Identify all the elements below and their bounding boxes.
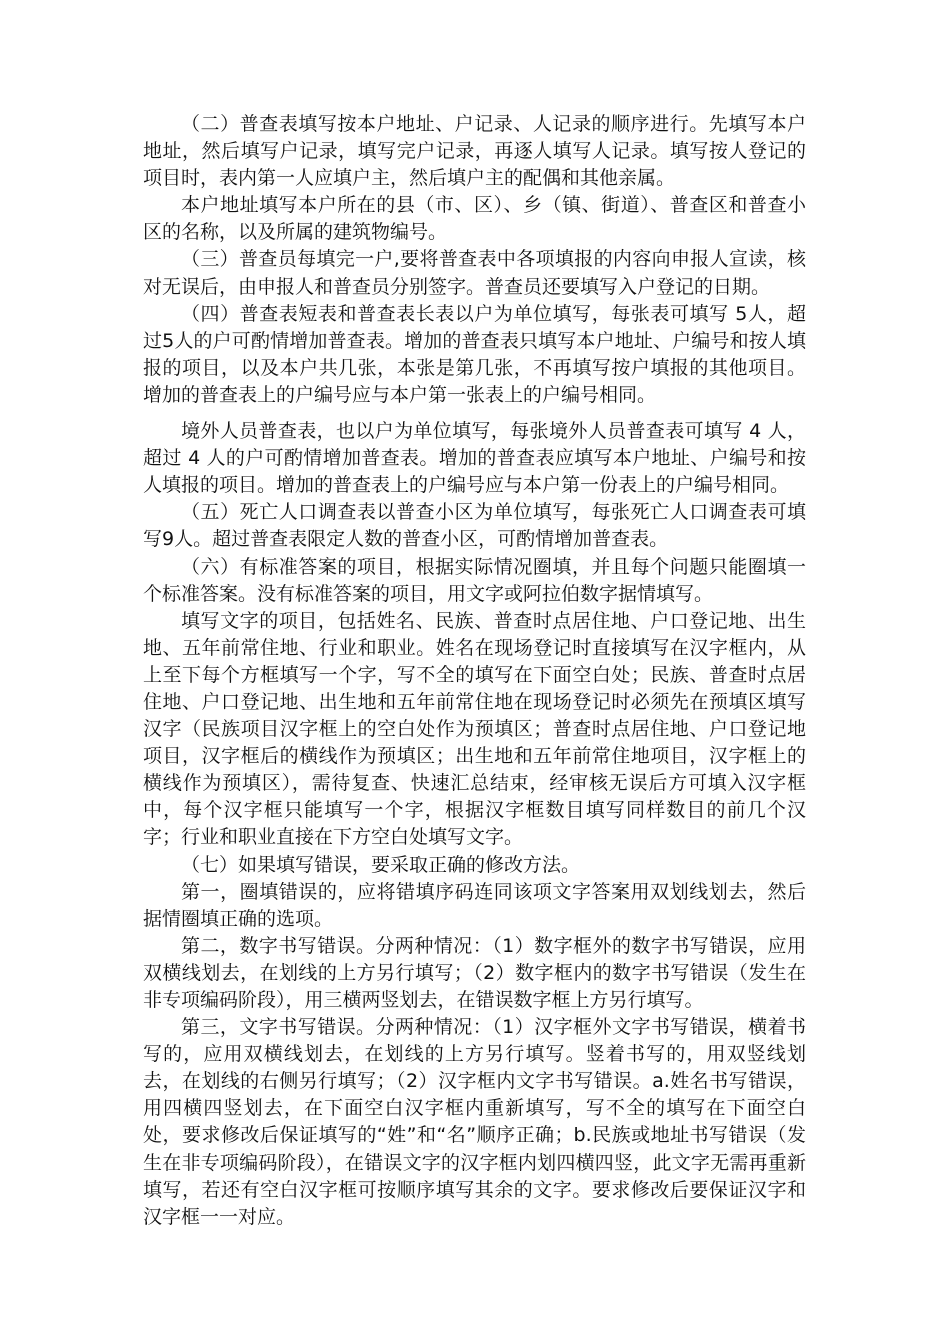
- paragraph-household-address: 本户地址填写本户所在的县（市、区）、乡（镇、街道）、普查区和普查小区的名称，以及所属的建筑物编号。: [143, 194, 806, 244]
- paragraph-circle-error: 第一，圈填错误的，应将错填序码连同该项文字答案用双划线划去，然后据情圈填正确的选项。: [143, 880, 806, 930]
- paragraph-census-form-order: （二）普查表填写按本户地址、户记录、人记录的顺序进行。先填写本户地址，然后填写户记录，填写完户记录，再逐人填写人记录。填写按人登记的项目时，表内第一人应填户主，然后填户主的配偶和其他亲属。: [143, 113, 806, 190]
- paragraph-death-survey-form: （五）死亡人口调查表以普查小区为单位填写，每张死亡人口调查表可填写9人。超过普查表限定人数的普查小区，可酌情增加普查表。: [143, 501, 806, 551]
- paragraph-standard-answers: （六）有标准答案的项目，根据实际情况圈填，并且每个问题只能圈填一个标准答案。没有标准答案的项目，用文字或阿拉伯数字据情填写。: [143, 555, 806, 605]
- document-body: [143, 111, 806, 1231]
- paragraph-text-error: 第三，文字书写错误。分两种情况：（1）汉字框外文字书写错误，横着书写的，应用双横线划去，在划线的上方另行填写。竖着书写的，用双竖线划去，在划线的右侧另行填写；（2）汉字框内文字书写错误。a.姓名书写错误，用四横四竖划去，在下面空白汉字框内重新填写，写不全的填写在下面空白处，要求修改后保证填写的“姓”和“名”顺序正确；b.民族或地址书写错误（发生在非专项编码阶段），在错误文字的汉字框内划四横四竖，此文字无需再重新填写，若还有空白汉字框可按顺序填写其余的文字。要求修改后要保证汉字和汉字框一一对应。: [143, 1016, 806, 1228]
- paragraph-foreign-residents-form: 境外人员普查表，也以户为单位填写，每张境外人员普查表可填写 4 人，超过 4 人的户可酌情增加普查表。增加的普查表应填写本户地址、户编号和按人填报的项目。增加的普查表上的户编号应与本户第一份表上的户编号相同。: [143, 420, 806, 497]
- paragraph-digit-error: 第二，数字书写错误。分两种情况：（1）数字框外的数字书写错误，应用双横线划去，在划线的上方另行填写；（2）数字框内的数字书写错误（发生在非专项编码阶段），用三横两竖划去，在错误数字框上方另行填写。: [143, 934, 806, 1011]
- paragraph-verification-signature: （三）普查员每填完一户,要将普查表中各项填报的内容向申报人宣读，核对无误后，由申报人和普查员分别签字。普查员还要填写入户登记的日期。: [143, 248, 806, 298]
- paragraph-short-long-forms: （四）普查表短表和普查表长表以户为单位填写，每张表可填写 5人，超过5人的户可酌情增加普查表。增加的普查表只填写本户地址、户编号和按人填报的项目，以及本户共几张，本张是第几张，不再填写按户填报的其他项目。增加的普查表上的户编号应与本户第一张表上的户编号相同。: [143, 302, 806, 406]
- paragraph-text-items: 填写文字的项目，包括姓名、民族、普查时点居住地、户口登记地、出生地、五年前常住地、行业和职业。姓名在现场登记时直接填写在汉字框内，从上至下每个方框填写一个字，写不全的填写在下面空白处；民族、普查时点居住地、户口登记地、出生地和五年前常住地在现场登记时必须先在预填区填写汉字（民族项目汉字框上的空白处作为预填区；普查时点居住地、户口登记地项目，汉字框后的横线作为预填区；出生地和五年前常住地项目，汉字框上的横线作为预填区），需待复查、快速汇总结束，经审核无误后方可填入汉字框中，每个汉字框只能填写一个字，根据汉字框数目填写同样数目的前几个汉字；行业和职业直接在下方空白处填写文字。: [143, 609, 806, 849]
- paragraph-error-correction-intro: （七）如果填写错误，要采取正确的修改方法。: [181, 853, 581, 876]
